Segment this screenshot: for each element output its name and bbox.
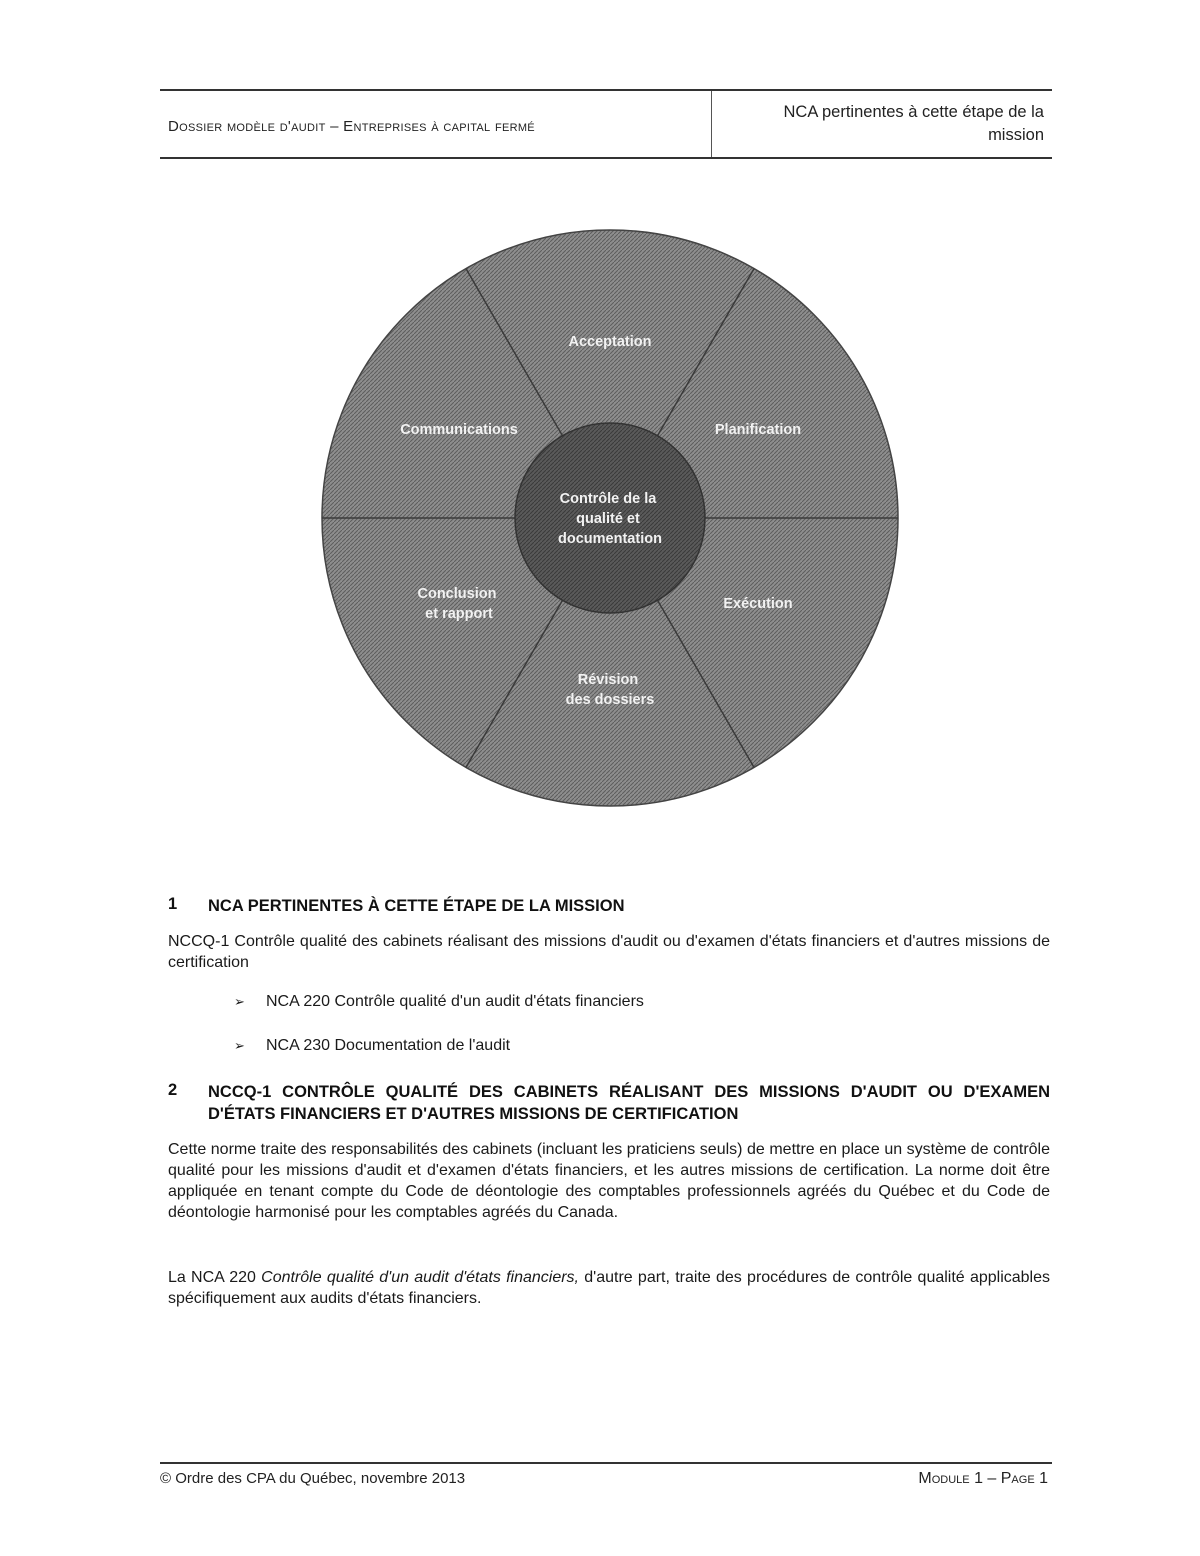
- arrow-bullet-icon: ➢: [234, 994, 245, 1009]
- page-number: Module 1 – Page 1: [918, 1470, 1048, 1487]
- section-number: 2: [168, 1081, 178, 1099]
- section-1-heading: [168, 895, 1050, 917]
- section-title: NCCQ-1 CONTRÔLE QUALITÉ DES CABINETS RÉALISANT DES MISSIONS D'AUDIT OU D'EXAMEN D'ÉTATS FINANCIERS ET D'AUTRES MISSIONS DE CERTIFICATION: [208, 1083, 1050, 1123]
- list-item: [234, 1037, 510, 1055]
- header-section-title-cell: [712, 91, 1052, 157]
- section-title: NCA pertinentes à cette étape de la mission: [783, 103, 1044, 144]
- header-document-title-cell: [160, 91, 712, 157]
- segment-planification: Planification: [714, 422, 802, 438]
- para-text: d'autre part, traite des procédures de contrôle qualité applicables spécifiquement aux audits d'états financiers.: [168, 1269, 1051, 1307]
- list-item-text: NCA 220 Contrôle qualité d'un audit d'états financiers: [266, 993, 644, 1010]
- segment-communications: Communications: [400, 422, 518, 438]
- list-item-text: NCA 230 Documentation de l'audit: [266, 1037, 511, 1054]
- standard-title: Contrôle qualité d'un audit d'états financiers,: [261, 1269, 580, 1286]
- center-label: Contrôle de la qualité et documentation: [558, 491, 662, 547]
- segment-acceptation: Acceptation: [568, 334, 652, 350]
- arrow-bullet-icon: ➢: [234, 1038, 245, 1053]
- segment-conclusion: Conclusion et rapport: [417, 586, 497, 622]
- list-item: [234, 993, 644, 1011]
- segment-execution: Exécution: [723, 596, 793, 612]
- segment-revision: Révision des dossiers: [565, 672, 655, 708]
- page-header: [160, 89, 1052, 159]
- section-title: NCA PERTINENTES À CETTE ÉTAPE DE LA MISSION: [208, 897, 625, 915]
- section-1-intro: NCCQ-1 Contrôle qualité des cabinets réalisant des missions d'audit ou d'examen d'états financiers et d'autres missions de certification: [168, 933, 1050, 971]
- para-text: La NCA 220: [168, 1269, 262, 1286]
- section-2-paragraph-2: [168, 1267, 1050, 1309]
- audit-cycle-diagram: [318, 226, 902, 810]
- section-2-heading: [168, 1081, 1050, 1125]
- document-title: Dossier modèle d'audit – Entreprises à capital fermé: [168, 117, 535, 135]
- section-number: 1: [168, 895, 178, 913]
- page-footer: [160, 1462, 1052, 1488]
- copyright: © Ordre des CPA du Québec, novembre 2013: [160, 1470, 466, 1487]
- section-2-paragraph-1: Cette norme traite des responsabilités des cabinets (incluant les praticiens seuls) de mettre en place un système de contrôle qualité pour les missions d'audit et d'examen d'états financiers, et les autres missions de certification. La norme doit être appliquée en tenant compte du Code de déontologie des comptables professionnels agréés du Québec et du Code de déontologie harmonisé pour les comptables agréés du Canada.: [168, 1141, 1050, 1221]
